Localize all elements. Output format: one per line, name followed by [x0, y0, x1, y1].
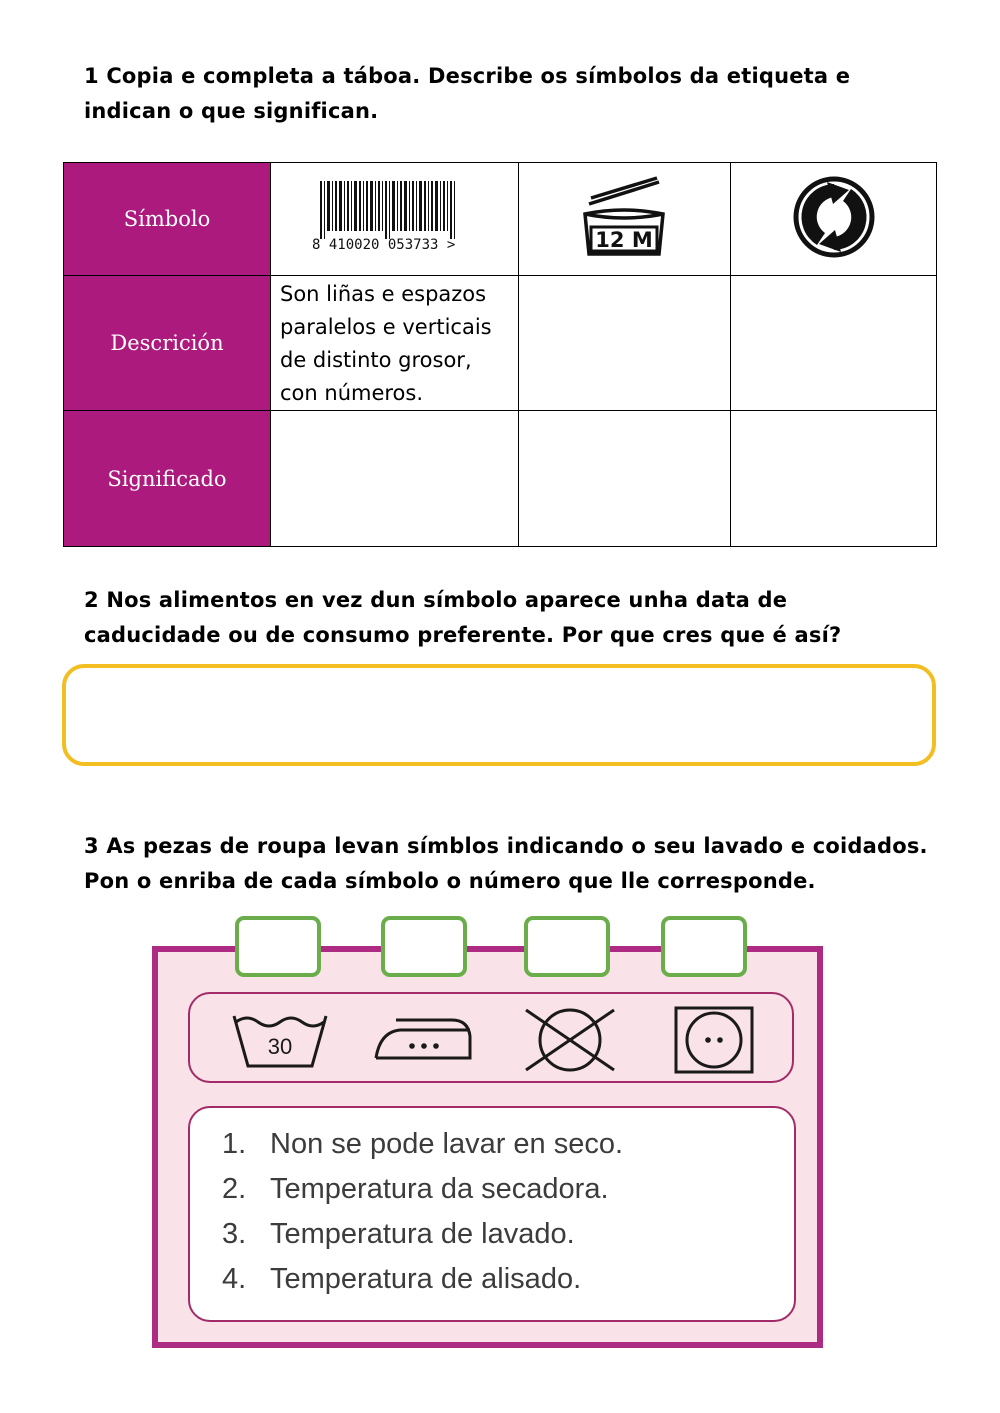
meaning-cell-jar[interactable] [519, 411, 731, 547]
open-jar-12m-icon [575, 176, 675, 258]
legend-item: 4. Temperatura de alisado. [222, 1263, 582, 1295]
question-1-line: 1 Copia e completa a táboa. Describe os símbolos da etiqueta e [84, 64, 851, 88]
question-2-line: caducidade ou de consumo preferente. Por que cres que é así? [84, 623, 842, 647]
laundry-legend-list [222, 1122, 623, 1302]
description-cell-green-dot[interactable] [731, 276, 937, 411]
question-1-text [84, 59, 850, 129]
meaning-cell-green-dot[interactable] [731, 411, 937, 547]
description-line: Son liñas e espazos [280, 282, 487, 306]
header-significado: Significado [64, 411, 271, 547]
question-2-line: 2 Nos alimentos en vez dun símbolo aparece unha data de [84, 588, 788, 612]
question-3-text [84, 829, 928, 899]
question-3-line: Pon o enriba de cada símbolo o número que lle corresponde. [84, 869, 816, 893]
answer-box-symbol-4[interactable] [661, 916, 747, 977]
do-not-dry-clean-icon [518, 1004, 622, 1076]
description-line: con números. [280, 381, 424, 405]
barcode-caption: 8 410020 053733 > [311, 237, 455, 253]
tumble-dry-two-dots-icon [672, 1004, 756, 1076]
question-3-line: 3 As pezas de roupa levan símblos indicando o seu lavado e coidados. [84, 834, 928, 858]
green-dot-recycling-icon [791, 174, 877, 260]
meaning-cell-barcode[interactable] [271, 411, 519, 547]
answer-box-symbol-3[interactable] [524, 916, 610, 977]
open-jar-label: 12 M [594, 228, 653, 252]
description-line: de distinto grosor, [280, 348, 472, 372]
wash-tub-30-icon [228, 1006, 332, 1072]
header-simbolo: Símbolo [64, 163, 271, 276]
description-line: paralelos e verticais [280, 315, 492, 339]
barcode-cell [271, 163, 519, 276]
iron-three-dots-icon [372, 1008, 478, 1064]
legend-item: 2. Temperatura da secadora. [222, 1173, 609, 1205]
header-descricion: Descrición [64, 276, 271, 411]
answer-box-symbol-1[interactable] [235, 916, 321, 977]
barcode-icon [300, 177, 490, 257]
green-dot-cell [731, 163, 937, 276]
answer-box-symbol-2[interactable] [381, 916, 467, 977]
open-jar-cell [519, 163, 731, 276]
symbols-table [63, 162, 937, 547]
question-2-text [84, 583, 841, 653]
description-cell-jar[interactable] [519, 276, 731, 411]
legend-item: 1. Non se pode lavar en seco. [222, 1128, 624, 1160]
question-1-line: indican o que significan. [84, 99, 379, 123]
description-cell-barcode [271, 276, 519, 411]
answer-box-question-2[interactable] [62, 664, 936, 766]
wash-temperature-label: 30 [267, 1034, 293, 1059]
legend-item: 3. Temperatura de lavado. [222, 1218, 575, 1250]
